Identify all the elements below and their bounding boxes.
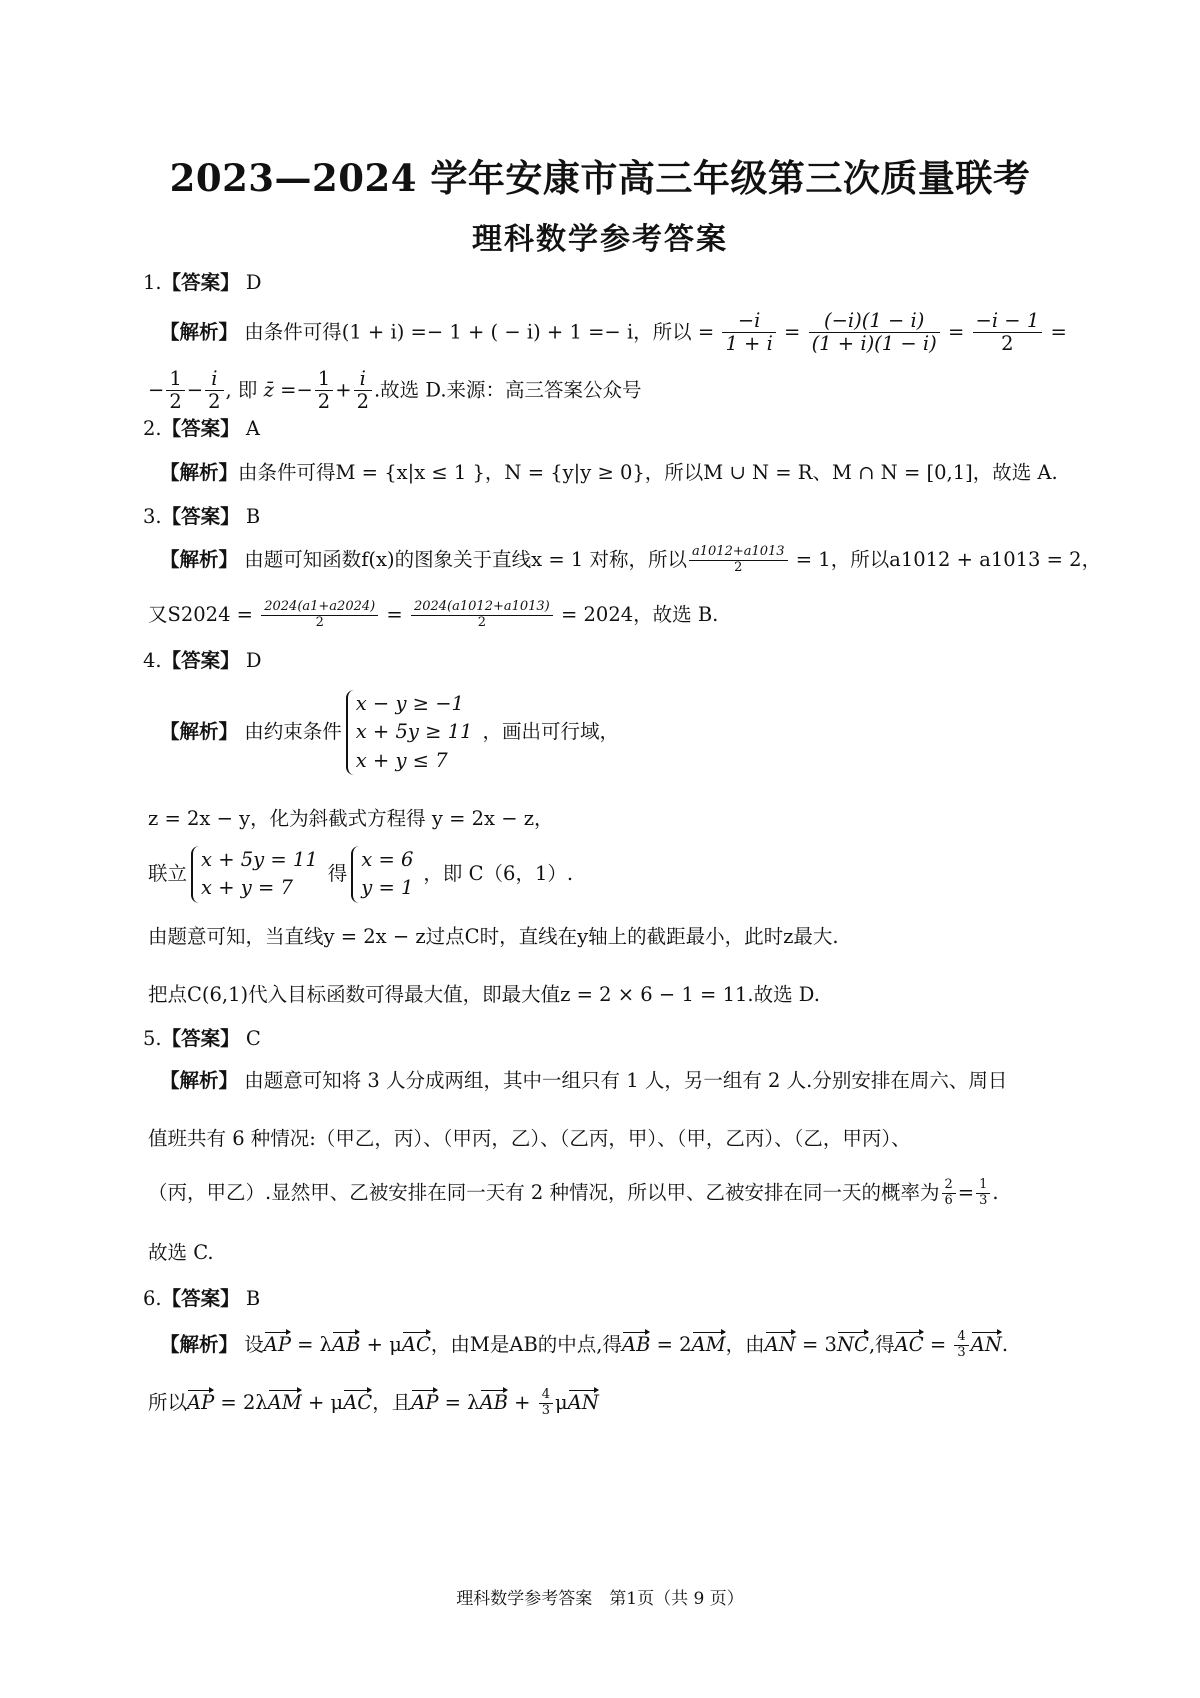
vector-am-2: AM [267,1390,302,1414]
q1-half [166,368,184,414]
q1-fraction-3 [973,310,1043,356]
frac-num: i [354,368,372,391]
q5-text-b: 值班共有 6 种情况:（甲乙，丙）、（甲丙，乙）、（乙丙，甲）、（甲，乙丙）、（乙，甲丙）、 [148,1127,911,1150]
q4-equation-system [191,846,324,903]
q6-text-l: = 2λ [214,1390,268,1414]
q3-answer-line [143,504,260,529]
vector-ac-2: AC [894,1332,924,1356]
vector-ab: AB [332,1332,361,1356]
q3-text-b: = 1，所以a1012 + a1013 = 2， [789,547,1102,571]
page-title: 2023—2024 学年安康市高三年级第三次质量联考 [169,156,1031,200]
vector-ap-3: AP [411,1390,439,1414]
q6-text-h: ,得 [868,1332,895,1356]
q6-line-2 [148,1388,599,1419]
q3-number: 3. [143,505,162,528]
frac-num: 2024(a1012+a1013) [411,600,553,616]
vector-am: AM [691,1332,726,1356]
q1-number: 1. [143,271,162,294]
frac-num: 2 [942,1178,956,1194]
frac-den: 1 + i [725,332,773,356]
q4-analysis-line-1 [160,690,619,775]
answer-label: 【答案】 [161,417,240,440]
answer-label: 【答案】 [161,271,240,294]
analysis-label: 【解析】 [160,1332,239,1356]
q3-fraction-a [689,545,788,576]
q1-answer: D [245,271,262,294]
q5-text-a: 由题意可知将 3 人分成两组，其中一组只有 1 人，另一组有 2 人.分别安排在周六、周日 [244,1069,1008,1092]
vector-ap: AP [263,1332,291,1356]
q3-answer: B [245,505,261,528]
q4-text-g: 由题意可知，当直线y = 2x − z过点C时，直线在y轴上的截距最小，此时z最大. [148,925,839,948]
q4-constraint-2: x + 5y ≥ 11 [355,720,473,744]
q6-text-j: . [1001,1332,1009,1356]
q4-line-3 [148,846,573,903]
q4-text-b: ，画出可行域， [482,719,619,743]
frac-den: 2 [315,614,324,630]
q2-analysis-line [160,460,1058,485]
vector-ac-3: AC [343,1390,373,1414]
q6-text-q: μ [555,1390,568,1414]
frac-num: 1 [976,1178,990,1194]
frac-den: 3 [541,1402,551,1418]
q3-text-c: 又S2024 = [148,602,260,626]
q1-answer-line [143,270,261,295]
frac-num: −i [722,310,775,333]
q1-zbar: z̄ =− [263,378,313,402]
q6-text-a: 设 [244,1332,264,1356]
frac-num: a1012+a1013 [689,545,788,561]
vector-ac: AC [401,1332,431,1356]
analysis-label: 【解析】 [160,320,239,344]
frac-num: −i − 1 [973,310,1043,333]
q1-analysis-line-1: 【解析】 由条件可得(1 + i) =− 1 + ( − i) + 1 =− i，所以 = $\frac{-i}{1 + i}$ = $\frac{(-i)(1 - i)}{(1 + i)(1 - i)}$ = $\frac{-i - 1}{2}$ = [160,309,1067,356]
q6-text-p: + [507,1390,537,1414]
q6-text-m: + μ [301,1390,344,1414]
q1-i-half-2 [354,368,372,414]
q4-line-2 [148,806,554,831]
frac-den: 2 [734,559,743,575]
q6-answer-line [143,1286,260,1311]
q6-text-n: ，且 [372,1390,412,1414]
vector-ab-2: AB [621,1332,651,1356]
q3-analysis-line-1 [160,545,1101,576]
frac-den: 2 [169,390,182,414]
q1-text-d: .故选 D.来源：高三答案公众号 [373,378,642,402]
q4-line-5 [148,982,820,1007]
q4-text-c: z = 2x − y，化为斜截式方程得 y = 2x − z， [148,807,554,830]
q6-text-o: = λ [438,1390,480,1414]
q6-text-g: = 3 [795,1332,837,1356]
q6-text-d: ，由M是AB的中点,得 [430,1332,622,1356]
vector-ap-2: AP [187,1390,215,1414]
q1-text-a: 由条件可得(1 + i) [244,320,405,344]
q2-answer-line [143,416,260,441]
q4-text-d: 联立 [148,861,188,885]
q6-text-i: = [923,1332,953,1356]
frac-num: 1 [315,368,333,391]
q4-eq-1: x + 5y = 11 [201,848,318,871]
q4-text-h: 把点C(6,1)代入目标函数可得最大值，即最大值z = 2 × 6 − 1 = 11.故选 D. [148,983,820,1006]
answer-label: 【答案】 [161,1027,240,1050]
q4-text-a: 由约束条件 [244,719,342,743]
q5-analysis-line-1 [160,1068,1007,1093]
analysis-label: 【解析】 [160,1069,239,1092]
q5-text-c: （丙，甲乙）.显然甲、乙被安排在同一天有 2 种情况，所以甲、乙被安排在同一天的概率为 [148,1180,940,1204]
vector-nc: NC [836,1332,869,1356]
frac-num: 2024(a1+a2024) [261,600,378,616]
q4-answer: D [245,649,262,672]
q5-fraction-2 [976,1178,990,1209]
q6-text-e: = 2 [650,1332,692,1356]
q4-eq-2: x + y = 7 [201,876,293,900]
answer-label: 【答案】 [161,649,240,672]
q6-text-f: ，由 [725,1332,765,1356]
frac-den: 2 [356,390,369,414]
q6-fraction-4-3-b [539,1388,553,1419]
frac-den: (1 + i)(1 − i) [811,332,937,356]
q1-text-b: =− 1 + ( − i) + 1 =− i，所以 [404,320,698,344]
q2-text: 由条件可得M = {x|x ≤ 1 }，N = {y|y ≥ 0}，所以M ∪ N = R、M ∩ N = [0,1]，故选 A. [238,461,1058,484]
q3-fraction-b [261,600,378,631]
analysis-label: 【解析】 [160,547,239,571]
q6-text-c: + μ [360,1332,402,1356]
q5-answer-line [143,1026,261,1051]
q4-answer-line [143,648,261,673]
q5-text-e: 故选 C. [148,1241,214,1264]
q6-fraction-4-3 [954,1330,968,1361]
q4-sol-1: x = 6 [361,848,414,871]
q1-i-half [205,368,223,414]
answer-label: 【答案】 [161,1287,240,1310]
q2-answer: A [245,417,260,440]
vector-an: AN [764,1332,796,1356]
q4-constraint-3: x + y ≤ 7 [355,748,448,772]
frac-num: 4 [539,1388,553,1404]
frac-den: 2 [208,390,221,414]
frac-den: 6 [944,1192,953,1208]
q4-sol-2: y = 1 [361,876,414,900]
q3-text-d: = 2024，故选 B. [554,602,719,626]
q5-line-4 [148,1240,214,1265]
q4-solution-system [351,846,419,903]
q6-text-k: 所以 [148,1390,188,1414]
frac-num: 4 [954,1330,968,1346]
q6-text-b: = λ [290,1332,333,1356]
q1-text-c: , 即 [225,378,264,402]
frac-den: 2 [317,390,331,414]
q4-constraint-1: x − y ≥ −1 [355,692,464,715]
page-footer: 理科数学参考答案 第1页（共 9 页） [456,1589,744,1609]
analysis-label: 【解析】 [160,719,239,743]
q4-constraint-system [346,690,479,775]
q1-half-2 [315,368,333,414]
q5-text-d: . [992,1180,999,1204]
q4-text-f: ，即 C（6，1）. [423,861,574,885]
answer-label: 【答案】 [161,505,240,528]
q4-text-e: 得 [327,861,348,885]
q5-number: 5. [143,1027,162,1050]
q1-fraction-1 [722,310,775,356]
q5-answer: C [245,1027,261,1050]
q3-fraction-c [411,600,553,631]
q6-number: 6. [143,1287,162,1310]
frac-num: 1 [166,368,184,391]
frac-den: 2 [1001,332,1014,356]
q4-line-4 [148,924,839,949]
frac-den: 3 [957,1344,966,1360]
q5-line-2 [148,1126,911,1151]
q6-answer: B [245,1287,261,1310]
q3-text-a: 由题可知函数f(x)的图象关于直线x = 1 对称，所以 [244,547,687,571]
frac-num: i [205,368,223,391]
q2-number: 2. [143,417,162,440]
vector-ab-3: AB [479,1390,508,1414]
page-subtitle: 理科数学参考答案 [472,222,728,257]
q6-analysis-line-1 [160,1330,1008,1361]
q5-fraction-1 [942,1178,956,1209]
q1-analysis-line-2: − $\frac{1}{2}$ − $\frac{i}{2}$ , 即 z̄ =− $\frac{1}{2}$ + $\frac{i}{2}$ .故选 D.来源：高三答案公众号 [148,367,642,414]
frac-num: (−i)(1 − i) [809,310,940,333]
vector-an-2: AN [970,1332,1002,1356]
q5-line-3: （丙，甲乙）.显然甲、乙被安排在同一天有 2 种情况，所以甲、乙被安排在同一天的概率为 $\frac{2}{6}$ = $\frac{1}{3}$ . [148,1177,999,1208]
frac-den: 3 [979,1192,988,1208]
q1-fraction-2 [809,310,940,356]
q4-number: 4. [143,649,162,672]
analysis-label: 【解析】 [160,461,239,484]
frac-den: 2 [477,614,486,630]
vector-an-3: AN [567,1390,599,1414]
q3-analysis-line-2: 又S2024 = $\frac{2024(a1+a2024)}{2}$ = $\frac{2024(a1012+a1013)}{2}$ = 2024，故选 B. [148,599,719,630]
